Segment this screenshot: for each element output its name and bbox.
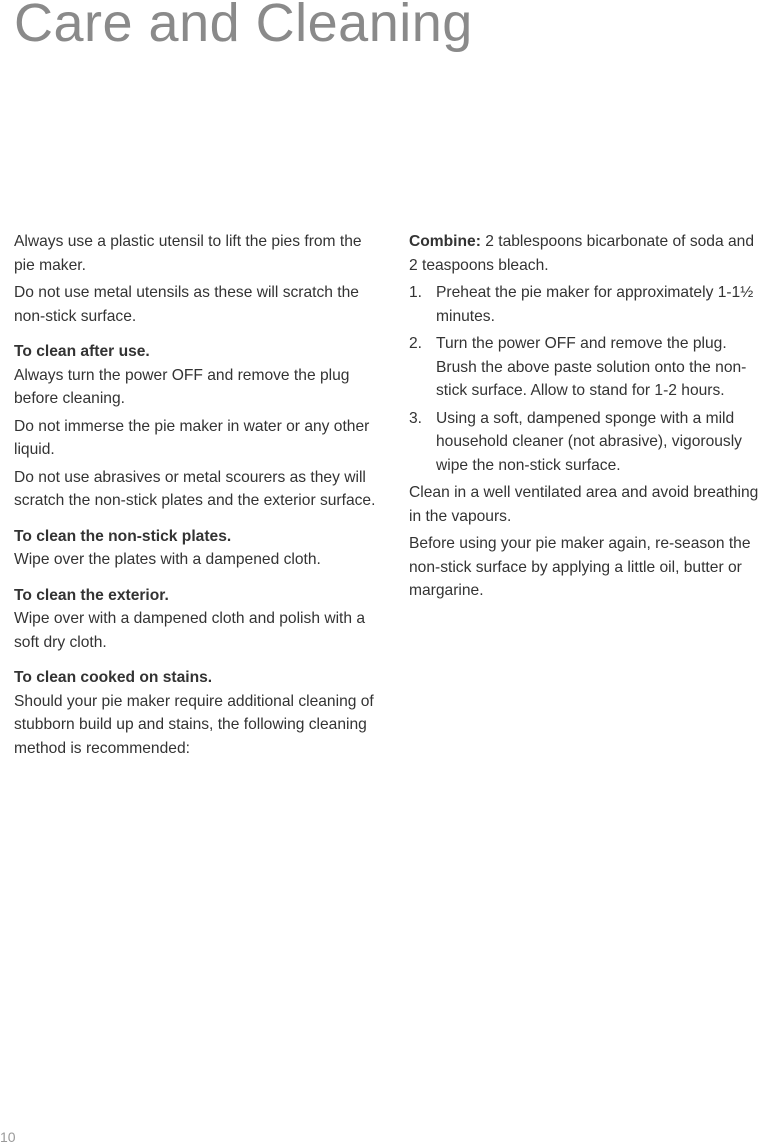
step-number: 2. bbox=[409, 335, 423, 352]
list-item bbox=[409, 281, 764, 328]
section-heading-after-use: To clean after use. bbox=[14, 343, 150, 360]
ventilation-paragraph: Clean in a well ventilated area and avoid breathing in the vapours. bbox=[409, 484, 759, 525]
combine-text: 2 tablespoons bicarbonate of soda and 2 teaspoons bleach. bbox=[409, 233, 755, 274]
exterior-paragraph: Wipe over with a dampened cloth and polish with a soft dry cloth. bbox=[14, 610, 366, 651]
step-number: 1. bbox=[409, 284, 423, 301]
reseason-paragraph: Before using your pie maker again, re-season the non-stick surface by applying a little oil, butter or margarine. bbox=[409, 535, 751, 599]
combine-paragraph bbox=[409, 230, 764, 277]
list-item bbox=[409, 407, 764, 478]
intro-paragraph-2: Do not use metal utensils as these will scratch the non-stick surface. bbox=[14, 284, 359, 325]
page-number: 10 bbox=[0, 1129, 16, 1145]
section-heading-exterior: To clean the exterior. bbox=[14, 586, 169, 604]
section-heading-stains: To clean cooked on stains. bbox=[14, 669, 213, 686]
list-item bbox=[409, 332, 764, 403]
step-text: Preheat the pie maker for approximately 1-1½ minutes. bbox=[436, 284, 754, 325]
cleaning-steps-list bbox=[409, 281, 764, 477]
combine-label: Combine: bbox=[409, 233, 481, 250]
intro-paragraph-1: Always use a plastic utensil to lift the pies from the pie maker. bbox=[14, 233, 362, 274]
step-text: Turn the power OFF and remove the plug. Brush the above paste solution onto the non-stick surface. Allow to stand for 1-2 hours. bbox=[436, 335, 747, 399]
left-column bbox=[14, 230, 382, 764]
after-use-paragraph-1: Always turn the power OFF and remove the plug before cleaning. bbox=[14, 366, 350, 407]
page-title: Care and Cleaning bbox=[14, 0, 473, 53]
section-heading-plates: To clean the non-stick plates. bbox=[14, 527, 232, 545]
plates-paragraph: Wipe over the plates with a dampened cloth. bbox=[14, 551, 321, 568]
stains-paragraph: Should your pie maker require additional cleaning of stubborn build up and stains, the following cleaning method is recommended: bbox=[14, 692, 374, 757]
right-column bbox=[409, 230, 764, 607]
after-use-paragraph-3: Do not use abrasives or metal scourers as they will scratch the non-stick plates and the exterior surface. bbox=[14, 468, 376, 509]
step-text: Using a soft, dampened sponge with a mild household cleaner (not abrasive), vigorously wipe the non-stick surface. bbox=[436, 409, 742, 474]
step-number: 3. bbox=[409, 409, 423, 427]
after-use-paragraph-2: Do not immerse the pie maker in water or any other liquid. bbox=[14, 417, 370, 458]
